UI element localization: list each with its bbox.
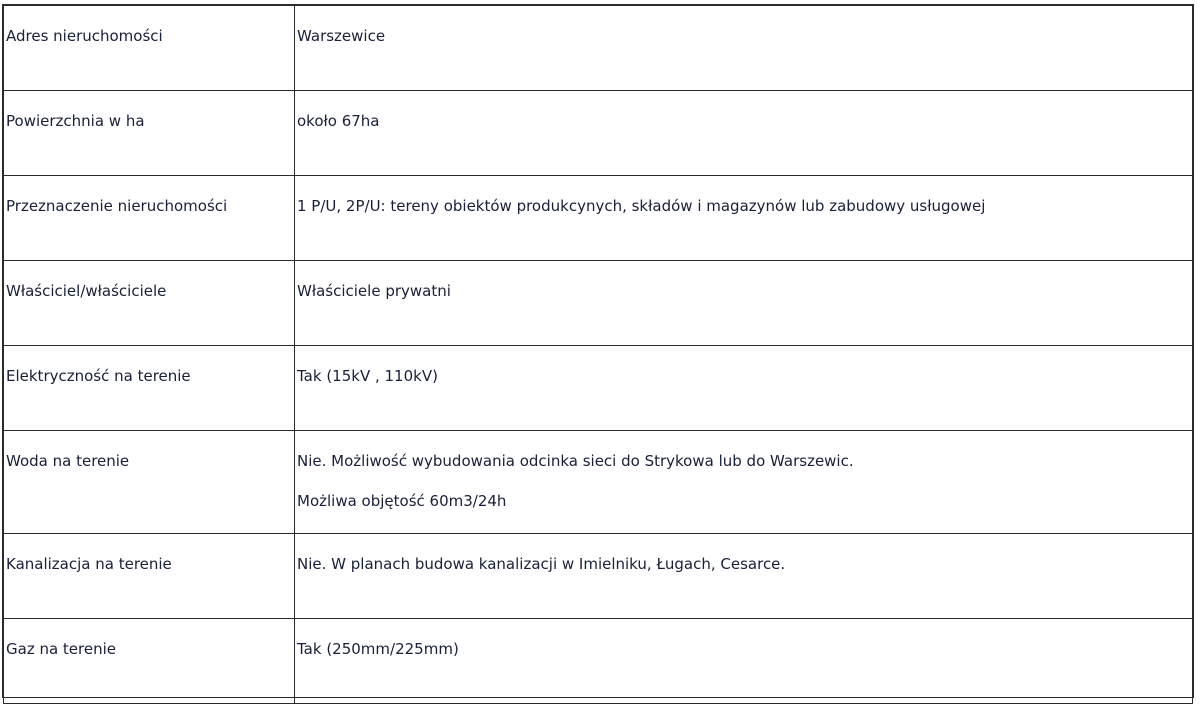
row-label: Woda na terenie bbox=[6, 452, 130, 470]
row-value-cell bbox=[295, 176, 1193, 261]
row-label-cell bbox=[4, 534, 295, 619]
row-label: Gaz na terenie bbox=[6, 640, 117, 658]
row-value-cell bbox=[295, 619, 1193, 704]
row-value-cell bbox=[295, 346, 1193, 431]
row-value: Tak (250mm/225mm) bbox=[297, 640, 459, 658]
row-label-cell bbox=[4, 431, 295, 534]
row-value-cell bbox=[295, 91, 1193, 176]
row-value: Warszewice bbox=[297, 27, 386, 45]
row-label: Kanalizacja na terenie bbox=[6, 555, 172, 573]
row-label: Powierzchnia w ha bbox=[6, 112, 145, 130]
row-value: około 67ha bbox=[297, 112, 380, 130]
property-table bbox=[3, 5, 1193, 704]
row-value: 1 P/U, 2P/U: tereny obiektów produkcynych, składów i magazynów lub zabudowy usługowej bbox=[297, 197, 986, 215]
row-value-cell bbox=[295, 6, 1193, 91]
row-label-cell bbox=[4, 261, 295, 346]
row-label-cell bbox=[4, 6, 295, 91]
table-row-gas bbox=[4, 619, 1193, 704]
row-label-cell bbox=[4, 619, 295, 704]
row-label-cell bbox=[4, 346, 295, 431]
table-row-electricity bbox=[4, 346, 1193, 431]
row-value-cell bbox=[295, 534, 1193, 619]
table-row-water bbox=[4, 431, 1193, 534]
row-value: Tak (15kV , 110kV) bbox=[297, 367, 438, 385]
property-info-table bbox=[2, 4, 1194, 698]
row-value: Nie. Możliwość wybudowania odcinka sieci do Strykowa lub do Warszewic. bbox=[297, 452, 854, 470]
row-label: Właściciel/właściciele bbox=[6, 282, 167, 300]
row-value-extra: Możliwa objętość 60m3/24h bbox=[297, 492, 507, 510]
table-row-purpose bbox=[4, 176, 1193, 261]
table-row-address bbox=[4, 6, 1193, 91]
row-label: Przeznaczenie nieruchomości bbox=[6, 197, 228, 215]
table-row-area bbox=[4, 91, 1193, 176]
row-value: Właściciele prywatni bbox=[297, 282, 451, 300]
row-value: Nie. W planach budowa kanalizacji w Imielniku, Ługach, Cesarce. bbox=[297, 555, 786, 573]
row-value-cell bbox=[295, 261, 1193, 346]
row-label: Elektryczność na terenie bbox=[6, 367, 191, 385]
table-row-sewage bbox=[4, 534, 1193, 619]
row-value-cell bbox=[295, 431, 1193, 534]
row-label-cell bbox=[4, 176, 295, 261]
row-label-cell bbox=[4, 91, 295, 176]
row-label: Adres nieruchomości bbox=[6, 27, 163, 45]
table-row-owner bbox=[4, 261, 1193, 346]
